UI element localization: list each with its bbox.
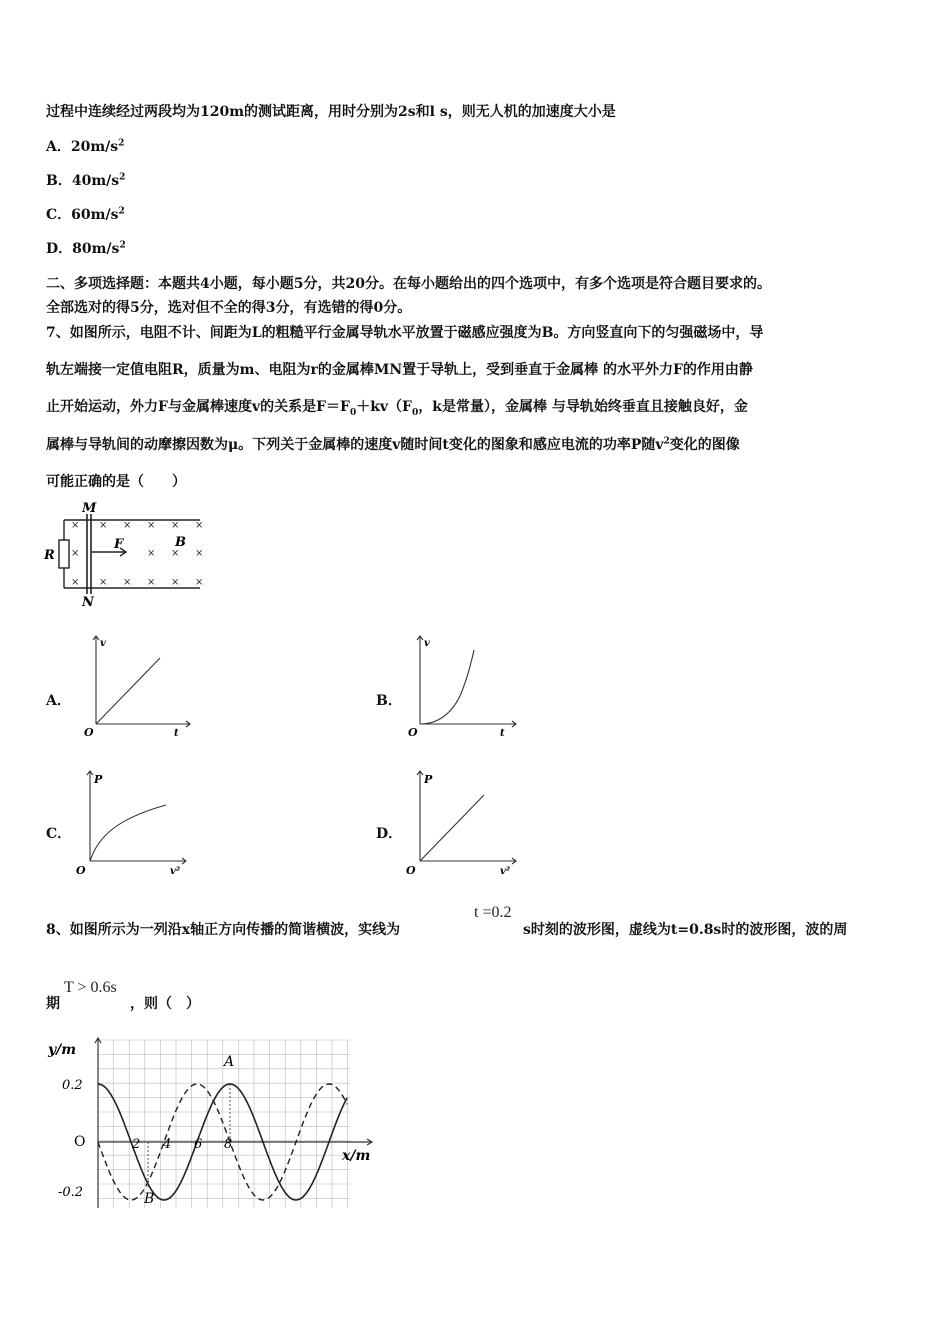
field-cross-mark: ×: [171, 520, 180, 531]
q6-option-a[interactable]: [46, 137, 124, 157]
section2-scoring: 全部选对的得5分，选对但不全的得3分，有选错的得0分。: [46, 300, 412, 316]
text-part: ，k是常量），金属棒 与导轨始终垂直且接触良好，金: [418, 399, 748, 415]
graph-option-b[interactable]: [400, 632, 530, 740]
section2-heading: 二、多项选择题：本题共4小题，每小题5分，共20分。在每小题给出的四个选项中，有多个选项是符合题目要求的。: [46, 276, 771, 292]
q6-option-d[interactable]: [46, 239, 126, 259]
option-label: C．: [46, 207, 72, 223]
option-value: 60m/s: [71, 207, 119, 223]
q7-line-1: 7、如图所示，电阻不计、间距为L的粗糙平行金属导轨水平放置于磁感应强度为B。方向竖直向下的匀强磁场中，导: [46, 325, 764, 341]
field-cross-mark: ×: [147, 520, 156, 531]
graph-option-a[interactable]: [70, 632, 200, 740]
x-tick-6: 6: [194, 1137, 203, 1152]
label-m: M: [82, 501, 97, 516]
axis-x-label: v²: [170, 866, 181, 877]
x-tick-2: 2: [132, 1137, 141, 1152]
q6-stem: 过程中连续经过两段均为120m的测试距离，用时分别为2s和l s，则无人机的加速度大小是: [46, 104, 616, 120]
field-cross-mark: ×: [123, 577, 132, 588]
field-cross-mark: ×: [71, 520, 80, 531]
origin-label: O: [76, 864, 86, 877]
point-b-label: B: [144, 1191, 155, 1207]
option-label: A．: [46, 139, 71, 155]
field-cross-mark: ×: [195, 577, 204, 588]
axis-x-label: t: [500, 728, 505, 739]
q8-line-1a: 8、如图所示为一列沿x轴正方向传播的简谐横波，实线为: [46, 922, 401, 938]
point-a-label: A: [224, 1054, 235, 1070]
q6-option-c[interactable]: [46, 205, 125, 225]
q7-line-4: [46, 435, 740, 455]
option-label: D．: [46, 241, 73, 257]
axis-y-label: P: [424, 773, 433, 786]
q6-option-b[interactable]: [46, 171, 125, 191]
y-tick-bottom: -0.2: [58, 1185, 84, 1200]
x-tick-4: 4: [163, 1137, 172, 1152]
field-cross-mark: ×: [147, 548, 156, 559]
q8-formula-period: T > 0.6s: [64, 979, 117, 996]
axis-y-label: v: [100, 638, 106, 649]
axis-x-label: v²: [500, 866, 511, 877]
origin-label: O: [408, 726, 418, 739]
label-f: F: [114, 537, 124, 552]
q7-line-3: [46, 397, 748, 417]
q8-line-2a: 期: [46, 996, 60, 1012]
text-part: 变化的图像: [669, 437, 740, 453]
superscript: 2: [663, 436, 670, 447]
q7-option-c-label[interactable]: C．: [46, 826, 72, 842]
origin-label: O: [84, 726, 94, 739]
label-n: N: [82, 595, 94, 610]
option-value: 20m/s: [70, 139, 119, 155]
field-cross-mark: ×: [71, 548, 80, 559]
field-cross-mark: ×: [123, 520, 132, 531]
option-exponent: 2: [118, 206, 125, 217]
subscript: 0: [349, 407, 357, 418]
axis-x-label: t: [174, 728, 179, 739]
option-exponent: 2: [119, 240, 126, 251]
q8-formula-time: t =0.2: [474, 904, 512, 921]
field-cross-mark: ×: [99, 577, 108, 588]
subscript: 0: [412, 407, 419, 418]
axis-y-label: y/m: [48, 1042, 77, 1058]
field-cross-mark: ×: [99, 520, 108, 531]
axis-x-label: x/m: [342, 1148, 371, 1164]
field-cross-mark: ×: [147, 577, 156, 588]
text-part: 止开始运动，外力F与金属棒速度v的关系是F＝F: [46, 399, 350, 415]
field-cross-mark: ×: [195, 548, 204, 559]
axis-y-label: P: [94, 773, 103, 786]
origin-label: O: [74, 1134, 86, 1150]
field-cross-mark: ×: [71, 577, 80, 588]
text-part: ＋kv（F: [356, 399, 412, 415]
field-cross-mark: ×: [171, 548, 180, 559]
option-label: B．: [46, 173, 72, 189]
option-value: 40m/s: [71, 173, 120, 189]
q7-line-5: 可能正确的是（ ）: [46, 474, 186, 490]
field-cross-mark: ×: [171, 577, 180, 588]
x-tick-8: 8: [224, 1137, 233, 1152]
q7-line-2: 轨左端接一定值电阻R，质量为m、电阻为r的金属棒MN置于导轨上，受到垂直于金属棒 的水平外力F的作用由静: [46, 362, 753, 378]
option-exponent: 2: [118, 138, 125, 149]
label-b: B: [175, 535, 186, 550]
graph-option-c[interactable]: [66, 767, 196, 877]
q7-option-d-label[interactable]: D．: [376, 826, 403, 842]
y-tick-top: 0.2: [62, 1078, 83, 1093]
wave-graph: [44, 1036, 380, 1216]
label-r: R: [44, 548, 55, 563]
text-part: 属棒与导轨间的动摩擦因数为μ。下列关于金属棒的速度v随时间t变化的图象和感应电流的功率P随v: [46, 437, 664, 453]
option-value: 80m/s: [72, 241, 120, 257]
field-cross-mark: ×: [195, 520, 204, 531]
q7-option-b-label[interactable]: B．: [376, 693, 402, 709]
q7-option-a-label[interactable]: A．: [46, 693, 71, 709]
axis-y-label: v: [424, 638, 430, 649]
graph-option-d[interactable]: [396, 767, 526, 877]
rail-circuit-figure: [40, 498, 210, 610]
origin-label: O: [406, 864, 416, 877]
q8-line-2b: ，则（ ）: [130, 996, 200, 1012]
q8-line-1b: s时刻的波形图，虚线为t=0.8s时的波形图，波的周: [523, 922, 848, 938]
option-exponent: 2: [119, 172, 126, 183]
